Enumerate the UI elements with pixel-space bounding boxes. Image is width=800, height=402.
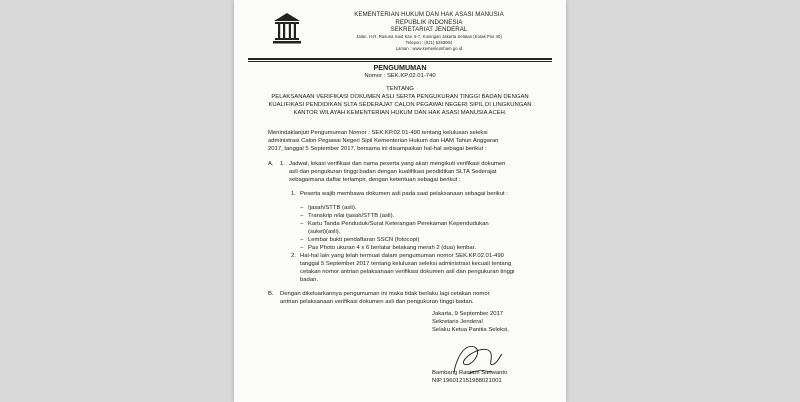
- subject-label: TENTANG: [386, 86, 414, 92]
- document-item-text: Transkrip nilai ijasah/STTB (asli).: [308, 213, 395, 219]
- sub-2-line: badan.: [300, 277, 319, 283]
- letterhead-country: REPUBLIK INDONESIA: [395, 18, 463, 26]
- letterhead-divider-thin: [248, 61, 552, 62]
- item-1-line: asli dan pengukuran tinggi badan dengan kualifikasi pendidikan SLTA Sederajat: [289, 169, 497, 175]
- dash-bullet: –: [300, 221, 304, 227]
- dash-bullet: –: [300, 205, 304, 211]
- section-b-marker: B.: [268, 291, 274, 297]
- document-item-text: Lembar bukti pendaftaran SSCN (fotocopi): [308, 237, 420, 243]
- letterhead-address: Jalan. H.R. Rasuna Said Kav. 6-7, Kuningan Jakarta Selatan (Kotak Pos 40): [356, 33, 502, 39]
- document-item-text: Kartu Tanda Penduduk/Surat Keterangan Perekaman Kependudukan: [308, 221, 489, 227]
- sub-1-line: Peserta wajib membawa dokumen asli pada saat pelaksanaan sebagai berikut :: [300, 191, 508, 197]
- place-date: Jakarta, 9 September 2017: [432, 311, 504, 317]
- announcement-title: PENGUMUMAN: [373, 63, 427, 72]
- dash-bullet: –: [300, 237, 304, 243]
- intro-line: administrasi Calon Pegawai Negeri Sipil Kementerian Hukum dan HAM Tahun Anggaran: [268, 138, 499, 144]
- signatory-position: Sekretaris Jenderal: [432, 319, 483, 325]
- subject-line: KUALIFIKASI PENDIDIKAN SLTA SEDERAJAT CALON PEGAWAI NEGERI SIPIL DI LINGKUNGAN: [268, 102, 532, 108]
- item-1-marker: 1.: [280, 161, 285, 167]
- document-page: [234, 0, 566, 402]
- letterhead-website: Laman : www.kemenkumham.go.id: [395, 46, 463, 52]
- section-b-line: antrian pelaksanaan verifikasi dokumen asli dan pengukuran tinggi badan.: [280, 299, 474, 305]
- item-1-line: sebagaimana daftar terlampir, dengan ketentuan sebagai berikut :: [289, 177, 461, 183]
- ministry-logo-icon: [272, 12, 302, 46]
- signatory-nip: NIP.196012151988021001: [432, 378, 502, 384]
- letterhead-phone: Telepon : (021) 5253004: [405, 39, 453, 45]
- document-item-continuation: (suket)(asli).: [308, 229, 341, 235]
- item-1-line: Jadwal, lokasi verifikasi dan nama peserta yang akan mengikuti verifikasi dokumen: [289, 161, 506, 167]
- dash-bullet: –: [300, 213, 304, 219]
- dash-bullet: –: [300, 245, 304, 251]
- intro-line: Menindaklanjuti Pengumuman Nomor : SEK.KP.02.01-490 tentang kelulusan seleksi: [268, 130, 488, 136]
- document-item-text: Pas Photo ukuran 4 x 6 berlatar belakang merah 2 (dua) lembar.: [308, 245, 476, 251]
- announcement-number: Nomor : SEK.KP.02.01-740: [364, 73, 436, 79]
- document-item-text: Ijasah/STTB (asli).: [308, 205, 357, 211]
- signatory-name: Bambang Rantam Sariwanto: [432, 370, 508, 376]
- sub-2-line: Hal-hal lain yang telah termuat dalam pengumuman nomor SEK.KP.02.01-490: [300, 253, 504, 259]
- intro-line: 2017, tanggal 5 September 2017, bersama ini disampaikan hal-hal sebagai berikut :: [268, 146, 487, 152]
- sub-2-line: cetakan nomor antrian pelaksanaan verifikasi dokumen asli dan pengukuran tinggi: [300, 269, 515, 275]
- signatory-position: Selaku Ketua Panitia Seleksi,: [432, 327, 509, 333]
- subject-line: KANTOR WILAYAH KEMENTERIAN HUKUM DAN HAK ASASI MANUSIA ACEH.: [293, 110, 507, 116]
- sub-1-marker: 1.: [291, 191, 296, 197]
- section-a-marker: A.: [268, 161, 274, 167]
- letterhead: [316, 11, 542, 52]
- subject-line: PELAKSANAAN VERIFIKASI DOKUMEN ASLI SERTA PENGUKURAN TINGGI BADAN DENGAN: [271, 94, 529, 100]
- sub-2-line: tanggal 5 September 2017 tentang kelulusan seleksi administrasi kecuali tentang: [300, 261, 512, 267]
- letterhead-ministry: KEMENTERIAN HUKUM DAN HAK ASASI MANUSIA: [354, 11, 504, 18]
- letterhead-divider: [248, 58, 552, 60]
- section-b-line: Dengan dikeluarkannya pengumuman ini maka tidak berlaku lagi cetakan nomor: [280, 291, 490, 297]
- sub-2-marker: 2.: [291, 253, 296, 259]
- letterhead-secretariat: SEKRETARIAT JENDERAL: [390, 26, 468, 34]
